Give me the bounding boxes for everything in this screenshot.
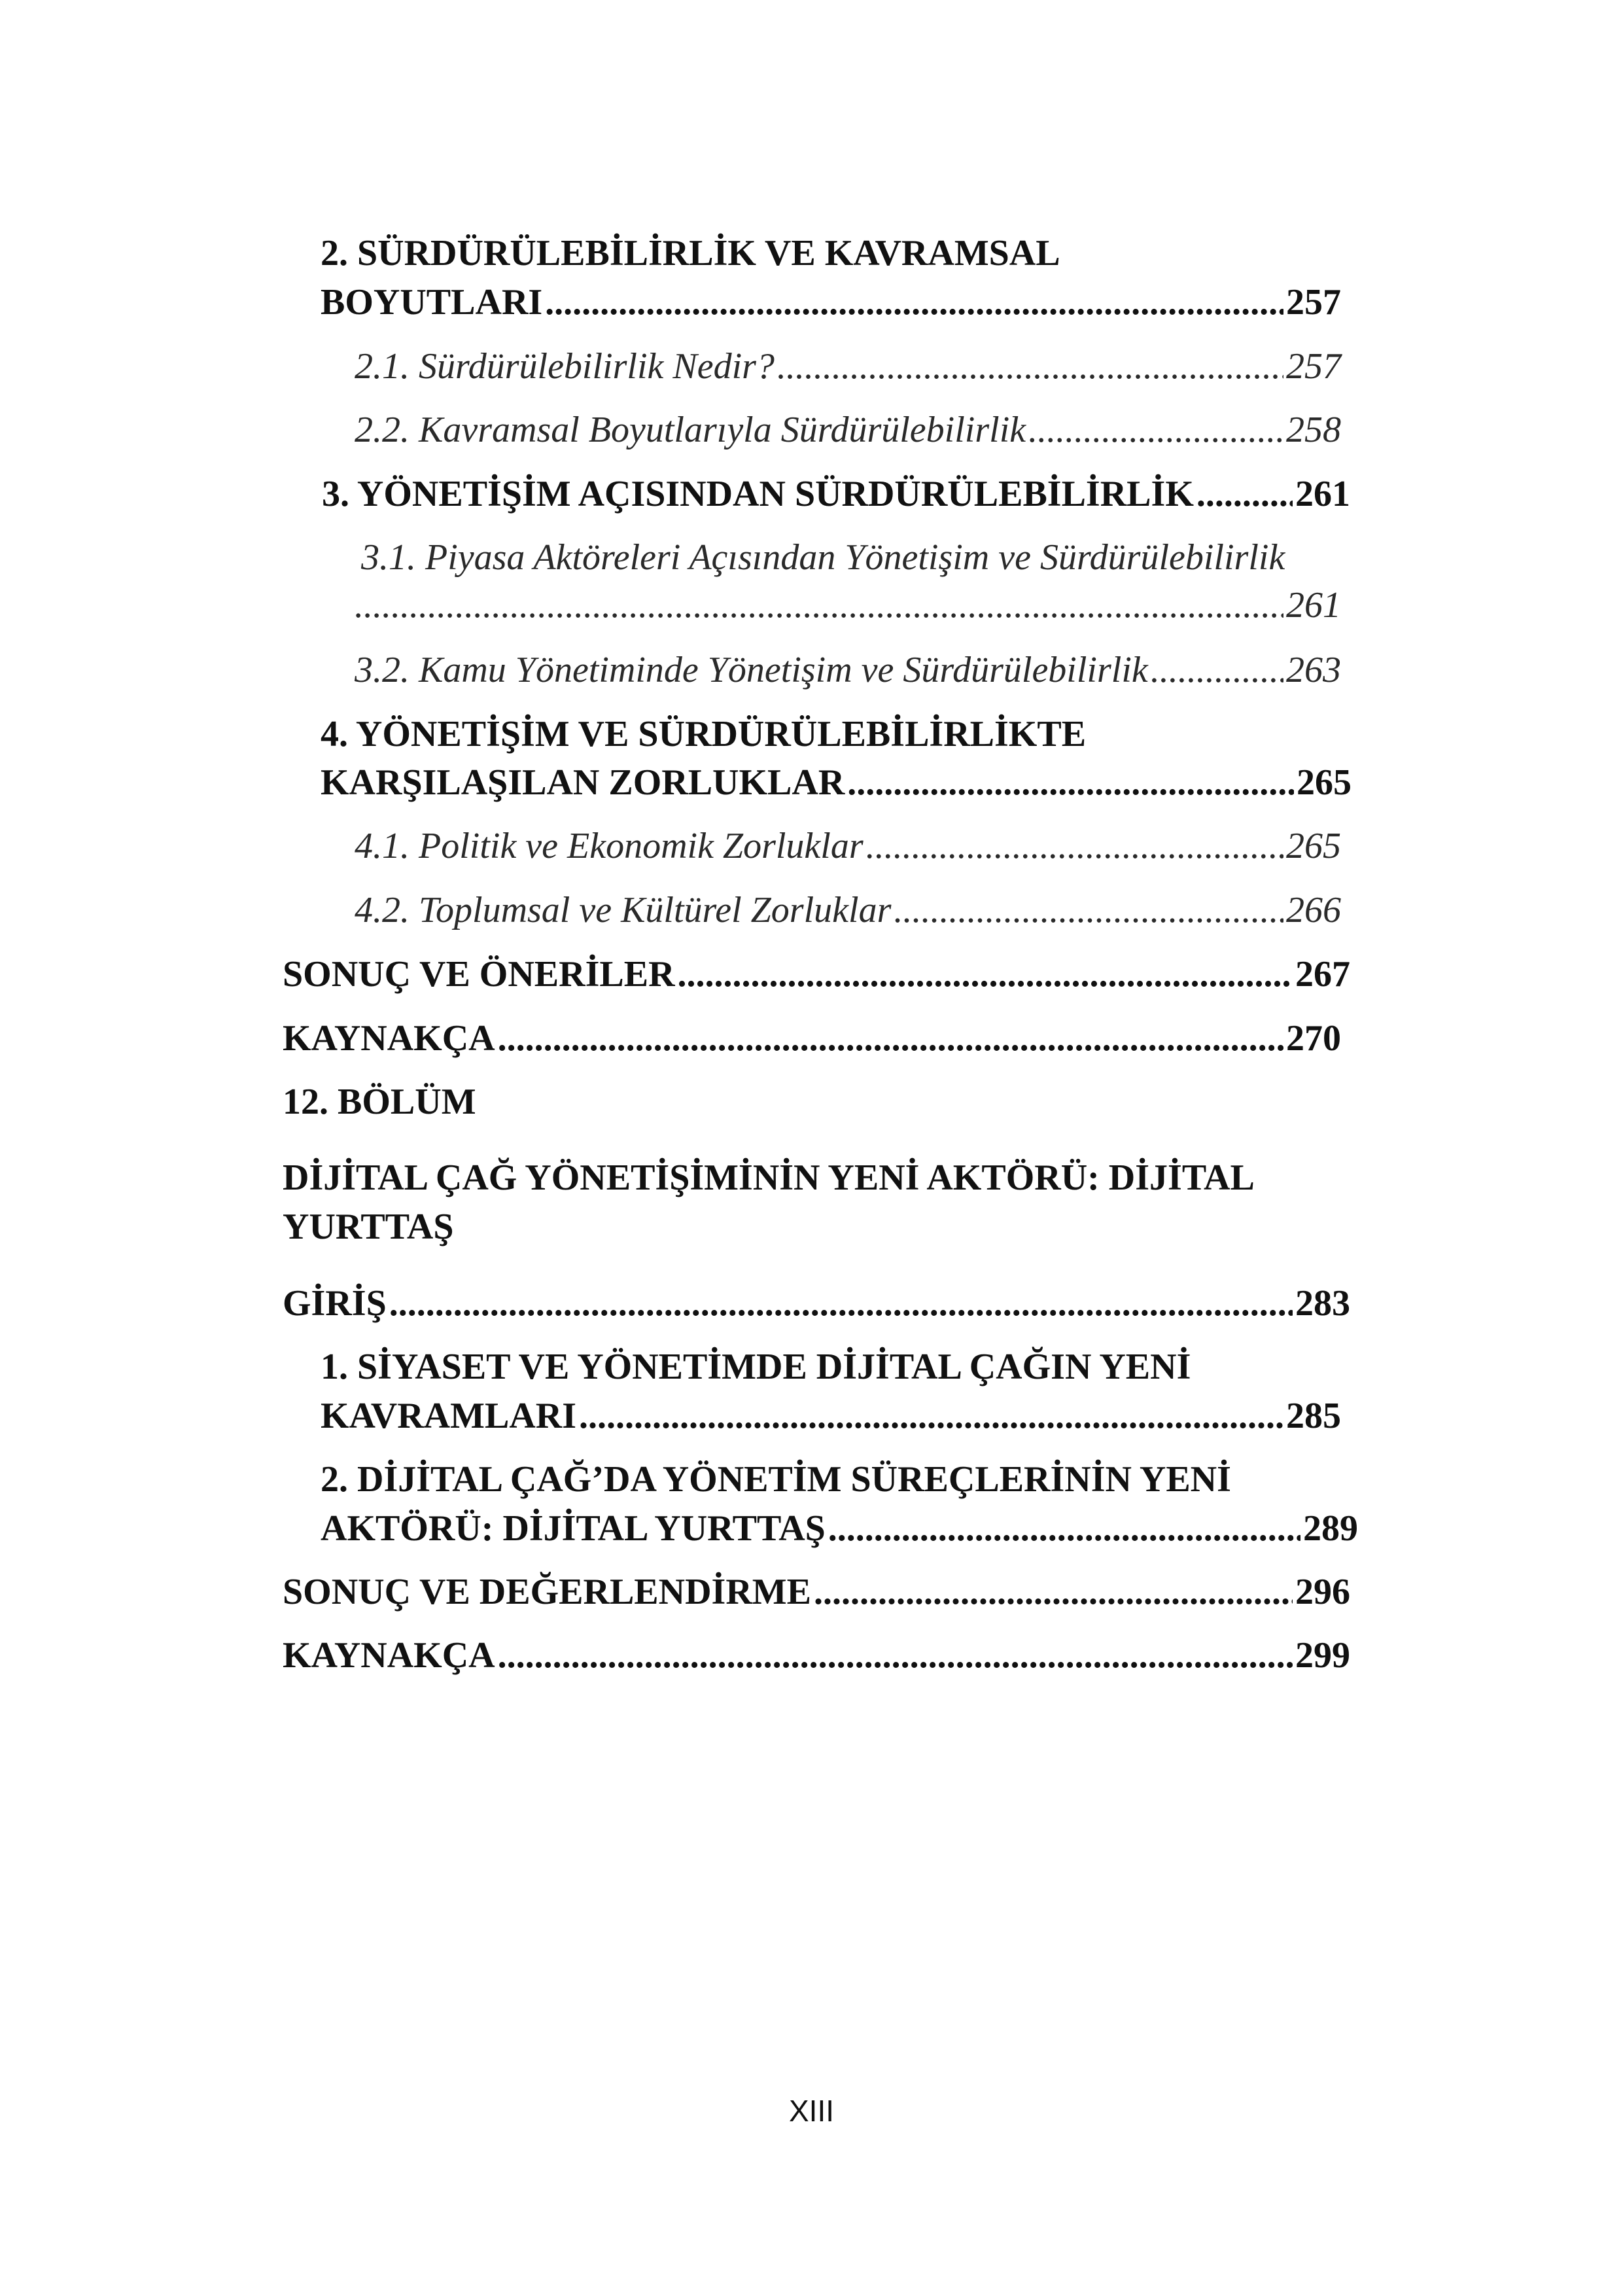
chapter-title-line2: YURTTAŞ [283, 1207, 454, 1247]
chapter-label: 12. BÖLÜM [283, 1082, 476, 1122]
toc-entry-4-2-page: 266 [1286, 890, 1341, 930]
toc-entry-sonuc-title: SONUÇ VE ÖNERİLER [283, 954, 675, 995]
dot-leader [678, 950, 1293, 998]
toc-entry-sonuc-page: 267 [1295, 954, 1350, 995]
toc-entry-sonuc-2[interactable] [283, 1568, 1350, 1616]
toc-entry-4[interactable] [321, 758, 1352, 807]
toc-entry-giris[interactable] [283, 1279, 1350, 1328]
toc-entry-4-title-line1: 4. YÖNETİŞİM VE SÜRDÜRÜLEBİLİRLİKTE [321, 714, 1087, 754]
dot-leader [355, 581, 1283, 629]
toc-entry-kaynakca-2[interactable] [283, 1631, 1350, 1680]
dot-leader [579, 1392, 1283, 1440]
dot-leader [389, 1279, 1293, 1328]
toc-entry-3-2-title: 3.2. Kamu Yönetiminde Yönetişim ve Sürdürülebilirlik [355, 650, 1148, 690]
toc-entry-2-1[interactable] [355, 342, 1341, 391]
toc-entry-kaynakca-2-title: KAYNAKÇA [283, 1635, 495, 1676]
toc-entry-2[interactable] [321, 278, 1341, 327]
dot-leader [847, 758, 1294, 807]
dot-leader [545, 278, 1283, 327]
toc-entry-sonuc-2-page: 296 [1295, 1572, 1350, 1612]
dot-leader [866, 822, 1283, 870]
toc-entry-3-title: 3. YÖNETİŞİM AÇISINDAN SÜRDÜRÜLEBİLİRLİK [322, 474, 1194, 514]
toc-entry-sonuc[interactable] [283, 950, 1350, 998]
toc-entry-4-page: 265 [1297, 762, 1352, 803]
dot-leader [828, 1504, 1300, 1553]
toc-entry-2-1-page: 257 [1286, 346, 1341, 387]
toc-entry-4-1-page: 265 [1286, 826, 1341, 866]
toc-entry-kaynakca-title: KAYNAKÇA [283, 1018, 495, 1059]
toc-entry-12-1-title-line2: KAVRAMLARI [321, 1396, 576, 1436]
toc-entry-12-1-title-line1: 1. SİYASET VE YÖNETİMDE DİJİTAL ÇAĞIN YENİ [321, 1347, 1191, 1387]
toc-entry-giris-title: GİRİŞ [283, 1283, 387, 1324]
toc-entry-3-1-leader-line [355, 581, 1341, 629]
page-number: XIII [788, 2094, 835, 2128]
toc-entry-kaynakca-page: 270 [1286, 1018, 1341, 1059]
toc-entry-3[interactable] [322, 470, 1350, 518]
dot-leader [894, 886, 1283, 934]
toc-entry-kaynakca-2-page: 299 [1295, 1635, 1350, 1676]
toc-entry-4-title-line2: KARŞILAŞILAN ZORLUKLAR [321, 762, 845, 803]
toc-entry-2-page: 257 [1286, 282, 1341, 323]
toc-entry-2-2-title: 2.2. Kavramsal Boyutlarıyla Sürdürülebilirlik [355, 410, 1026, 450]
toc-entry-3-page: 261 [1295, 474, 1350, 514]
toc-entry-4-2-title: 4.2. Toplumsal ve Kültürel Zorluklar [355, 890, 892, 930]
toc-entry-12-2-title-line2: AKTÖRÜ: DİJİTAL YURTTAŞ [321, 1508, 826, 1549]
toc-entry-3-2[interactable] [355, 646, 1341, 694]
dot-leader [1196, 470, 1293, 518]
toc-entry-3-2-page: 263 [1286, 650, 1341, 690]
dot-leader [498, 1014, 1283, 1063]
dot-leader [777, 342, 1283, 391]
chapter-title-line1: DİJİTAL ÇAĞ YÖNETİŞİMİNİN YENİ AKTÖRÜ: DİJİTAL [283, 1157, 1255, 1198]
toc-entry-2-2-page: 258 [1286, 410, 1341, 450]
dot-leader [814, 1568, 1293, 1616]
toc-entry-12-1-page: 285 [1286, 1396, 1341, 1436]
toc-entry-12-2[interactable] [321, 1504, 1358, 1553]
toc-entry-4-2[interactable] [355, 886, 1341, 934]
toc-entry-2-2[interactable] [355, 406, 1341, 454]
toc-entry-2-1-title: 2.1. Sürdürülebilirlik Nedir? [355, 346, 775, 387]
toc-entry-3-1-title[interactable]: 3.1. Piyasa Aktöreleri Açısından Yönetişim ve Sürdürülebilirlik [361, 537, 1285, 578]
toc-entry-12-1[interactable] [321, 1392, 1341, 1440]
toc-entry-sonuc-2-title: SONUÇ VE DEĞERLENDİRME [283, 1572, 811, 1612]
toc-entry-2-title-line2: BOYUTLARI [321, 282, 543, 323]
toc-entry-4-1[interactable] [355, 822, 1341, 870]
toc-entry-4-1-title: 4.1. Politik ve Ekonomik Zorluklar [355, 826, 864, 866]
toc-entry-giris-page: 283 [1295, 1283, 1350, 1324]
toc-entry-kaynakca[interactable] [283, 1014, 1341, 1063]
toc-entry-12-2-page: 289 [1303, 1508, 1358, 1549]
toc-entry-2-title-line1: 2. SÜRDÜRÜLEBİLİRLİK VE KAVRAMSAL [321, 233, 1060, 274]
dot-leader [1151, 646, 1283, 694]
toc-entry-12-2-title-line1: 2. DİJİTAL ÇAĞ’DA YÖNETİM SÜREÇLERİNİN YENİ [321, 1459, 1231, 1500]
dot-leader [498, 1631, 1293, 1680]
dot-leader [1028, 406, 1283, 454]
toc-entry-3-1-page: 261 [1286, 585, 1341, 626]
